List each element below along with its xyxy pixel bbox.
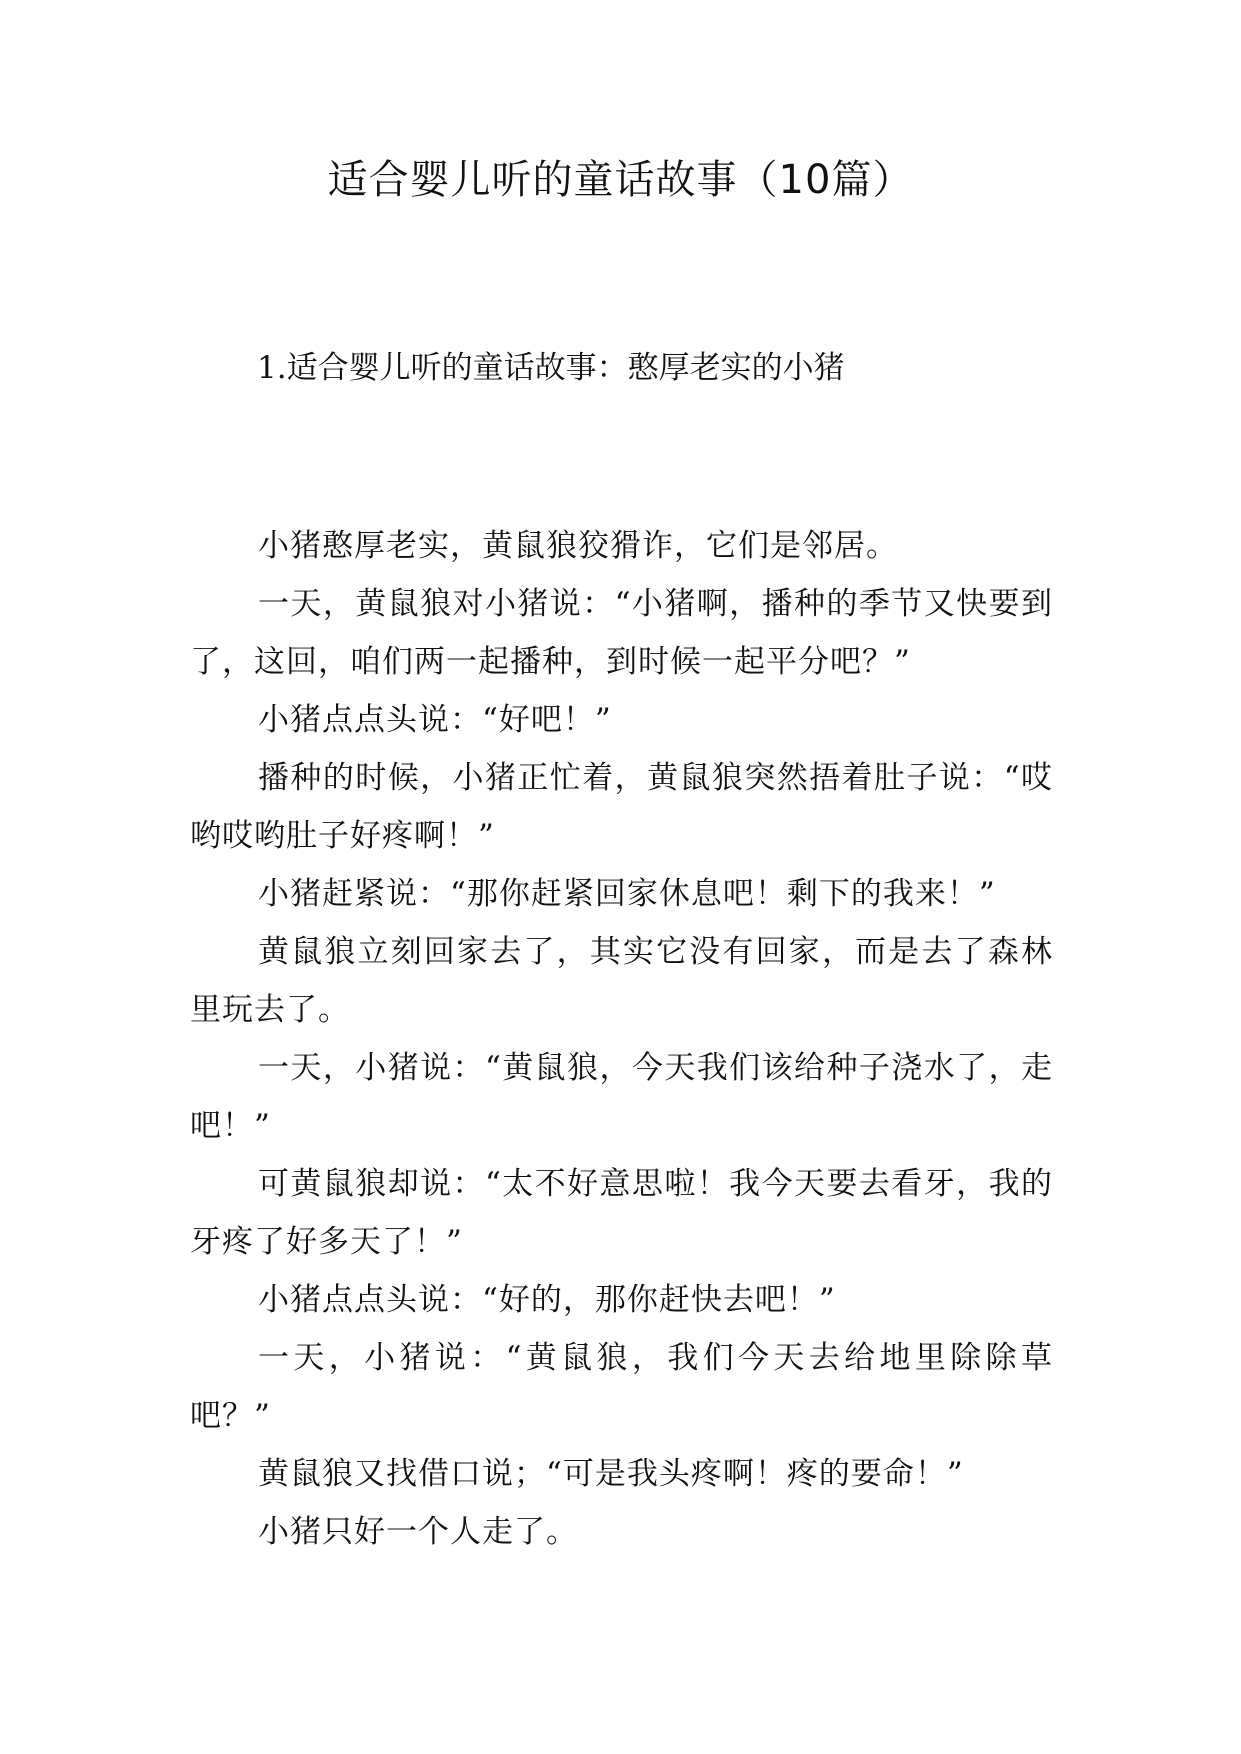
document-title: 适合婴儿听的童话故事（10篇） <box>327 157 914 203</box>
paragraph: 播种的时候，小猪正忙着，黄鼠狼突然捂着肚子说：“哎哟哎哟肚子好疼啊！” <box>190 760 1053 854</box>
paragraph: 小猪赶紧说：“那你赶紧回家休息吧！剩下的我来！” <box>258 876 996 912</box>
paragraph: 一天，小猪说：“黄鼠狼，今天我们该给种子浇水了，走吧！” <box>190 1050 1053 1144</box>
paragraph: 小猪点点头说：“好的，那你赶快去吧！” <box>258 1282 836 1318</box>
paragraph: 小猪只好一个人走了。 <box>258 1514 578 1550</box>
section-heading: 1.适合婴儿听的童话故事：憨厚老实的小猪 <box>257 350 845 386</box>
paragraph: 一天，小猪说：“黄鼠狼，我们今天去给地里除除草吧？” <box>190 1340 1053 1434</box>
paragraph: 一天，黄鼠狼对小猪说：“小猪啊，播种的季节又快要到了，这回，咱们两一起播种，到时候一起平分吧？” <box>190 586 1053 680</box>
paragraph: 黄鼠狼立刻回家去了，其实它没有回家，而是去了森林里玩去了。 <box>190 934 1053 1028</box>
paragraph: 小猪点点头说：“好吧！” <box>258 702 612 738</box>
paragraph: 可黄鼠狼却说：“太不好意思啦！我今天要去看牙，我的牙疼了好多天了！” <box>190 1166 1053 1260</box>
paragraph: 小猪憨厚老实，黄鼠狼狡猾诈，它们是邻居。 <box>258 528 898 564</box>
story-body <box>190 517 1053 1561</box>
paragraph: 黄鼠狼又找借口说；“可是我头疼啊！疼的要命！” <box>258 1456 964 1492</box>
